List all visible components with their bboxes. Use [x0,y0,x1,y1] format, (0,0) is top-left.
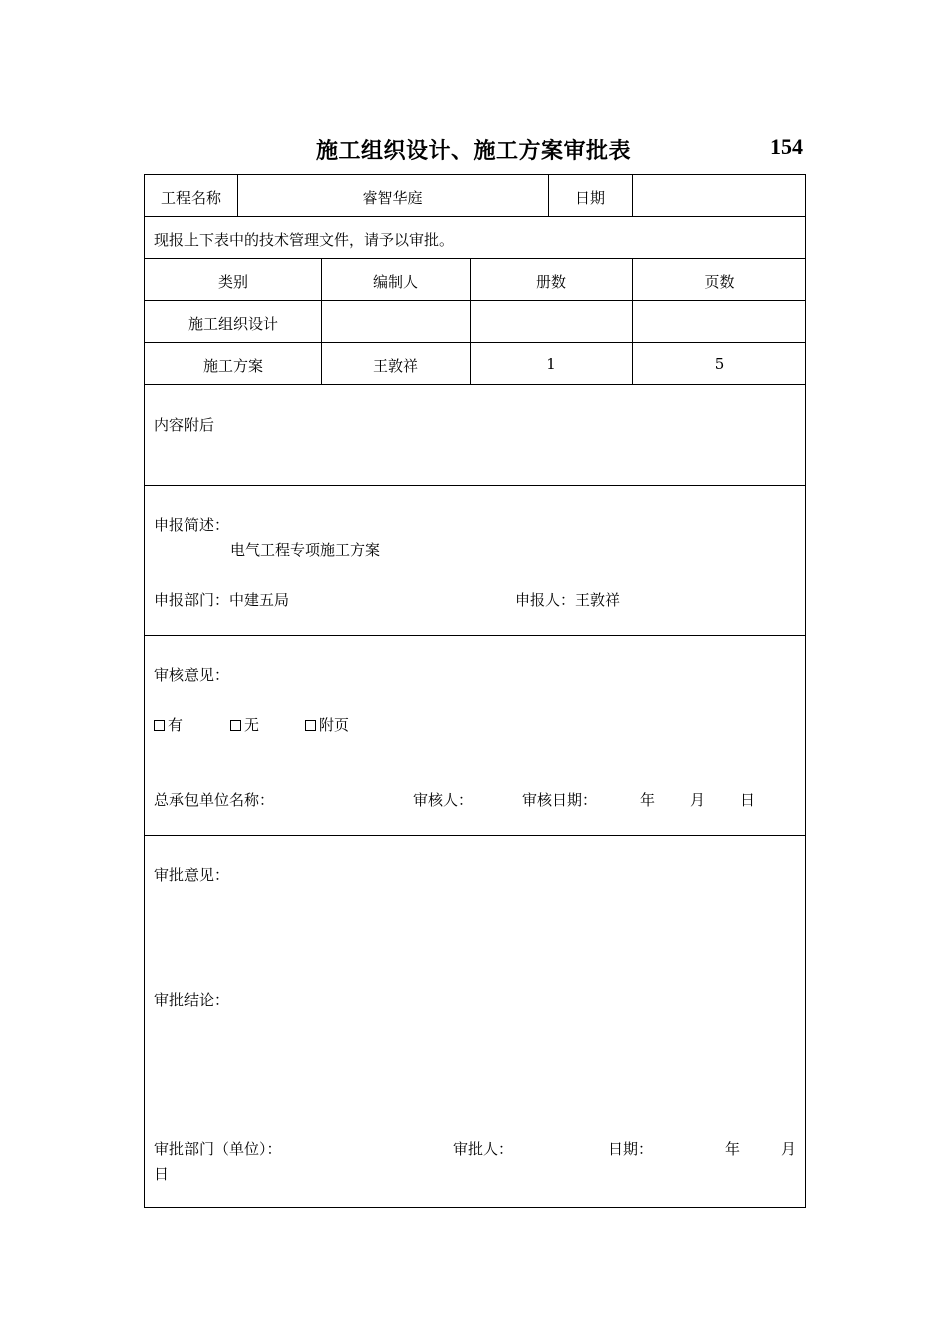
form-number: 154 [770,134,803,159]
review-year: 年 [640,791,656,809]
project-name-label: 工程名称 [160,189,221,207]
approval-opinion-label: 审批意见： [154,866,230,884]
approval-month: 月 [781,1140,797,1158]
approval-dept-label: 审批部门（单位）： [154,1140,282,1158]
checkbox-icon[interactable] [230,720,241,731]
form-title: 施工组织设计、施工方案审批表 [316,138,632,164]
option-attachment[interactable]: 附页 [305,714,349,735]
row-divider [145,216,805,217]
table-cell: 施工组织设计 [187,315,278,333]
review-date-label: 审核日期： [522,791,598,809]
col-header-category: 类别 [217,273,248,291]
row-divider [145,635,805,636]
col-divider [632,175,633,216]
checkbox-icon[interactable] [154,720,165,731]
approval-year: 年 [725,1140,741,1158]
content-note: 内容附后 [154,416,215,434]
table-cell: 施工方案 [202,357,263,375]
row-divider [145,342,805,343]
submission-dept: 申报部门：中建五局 [154,591,290,609]
review-opinion-label: 审核意见： [154,666,230,684]
approver-label: 审批人： [453,1140,514,1158]
submission-person: 申报人：王敦祥 [515,591,621,609]
approval-date-label: 日期： [608,1140,654,1158]
date-label: 日期 [574,189,605,207]
option-no[interactable]: 无 [230,714,259,735]
option-yes[interactable]: 有 [154,714,183,735]
table-cell: 王敦祥 [372,357,418,375]
reviewer-label: 审核人： [413,791,474,809]
approval-conclusion-label: 审批结论： [154,991,230,1009]
submission-summary: 电气工程专项施工方案 [230,541,381,559]
row-divider [145,300,805,301]
col-header-volumes: 册数 [535,273,566,291]
row-divider [145,258,805,259]
project-name-value: 睿智华庭 [362,189,423,207]
contractor-label: 总承包单位名称： [154,791,275,809]
table-cell: 1 [546,355,556,373]
row-divider [145,384,805,385]
review-month: 月 [690,791,706,809]
row-divider [145,835,805,836]
review-day: 日 [740,791,756,809]
approval-form-table [144,174,806,1208]
col-header-pages: 页数 [704,273,735,291]
col-header-author: 编制人 [372,273,418,291]
checkbox-icon[interactable] [305,720,316,731]
row-divider [145,485,805,486]
table-cell: 5 [714,355,725,373]
intro-text: 现报上下表中的技术管理文件，请予以审批。 [154,231,455,249]
submission-summary-label: 申报简述： [154,516,230,534]
approval-day: 日 [154,1165,170,1183]
